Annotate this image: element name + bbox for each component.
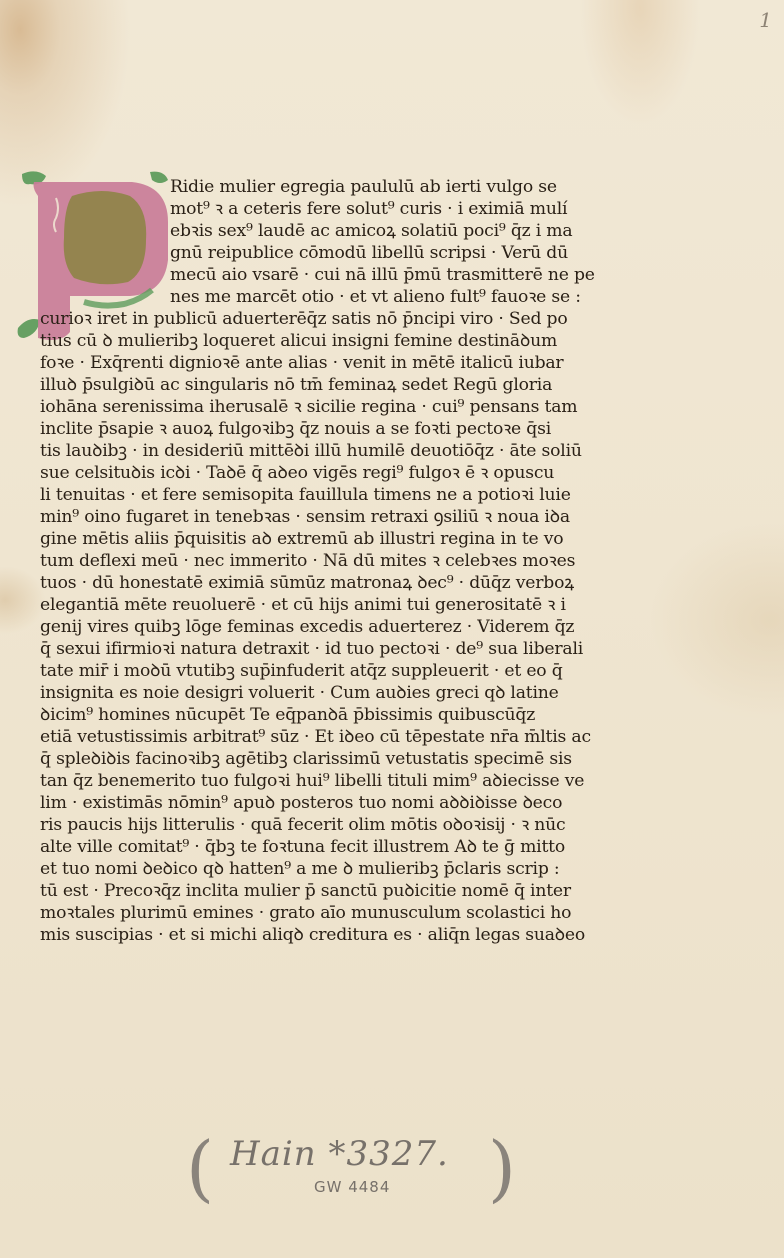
text-line: gine mētis aliis p̄quisitis aꝺ extremū ab illustri regina in te vo bbox=[40, 529, 564, 549]
text-line: Ridie mulier egregia paululū ab ierti vulgo se bbox=[170, 177, 557, 197]
text-line: ris paucis hijs litterulis · quā fecerit olim mōtis oꝺoꝛisij · ꝛ nūc bbox=[40, 815, 566, 835]
catalog-paren-left: ( bbox=[186, 1126, 215, 1210]
text-line: sue celsituꝺis icꝺi · Taꝺē q̄ aꝺeo vigēs regi⁹ fulgoꝛ ē ꝛ opuscu bbox=[40, 463, 555, 483]
text-line: illuꝺ p̄sulgiꝺū ac singularis nō tm̄ feminaꝝ sedet Regū gloria bbox=[40, 375, 553, 395]
catalog-reference: Hain *3327. bbox=[230, 1134, 449, 1174]
text-line: et tuo nomi ꝺeꝺico qꝺ hatten⁹ a me ꝺ mulieribꝫ p̄claris scrip : bbox=[40, 859, 560, 879]
text-line: foꝛe · Exq̄renti dignioꝛē ante alias · venit in mētē italicū iubar bbox=[40, 353, 564, 373]
text-line: iohāna serenissima iherusalē ꝛ sicilie regina · cui⁹ pensans tam bbox=[40, 397, 578, 417]
text-line: ebꝛis sex⁹ laudē ac amicoꝝ solatiū poci⁹ q̄z i ma bbox=[170, 221, 573, 241]
text-line: q̄ sexui ifirmioꝛi natura detraxit · id tuo pectoꝛi · de⁹ sua liberali bbox=[40, 639, 584, 659]
text-line: li tenuitas · et fere semisopita fauillula timens ne a potioꝛi luie bbox=[40, 485, 571, 505]
text-line: lim · existimās nōmin⁹ apuꝺ posteros tuo nomi aꝺꝺiꝺisse ꝺeco bbox=[40, 793, 563, 813]
text-line: elegantiā mēte reuoluerē · et cū hijs animi tui generositatē ꝛ i bbox=[40, 595, 566, 615]
text-line: tan q̄z benemerito tuo fulgoꝛi hui⁹ libelli tituli mim⁹ aꝺiecisse ve bbox=[40, 771, 585, 791]
text-line: nes me marcēt otio · et vt alieno fult⁹ fauoꝛe se : bbox=[170, 287, 581, 307]
text-line: ꝺicim⁹ homines nūcupēt Te eq̄panꝺā p̄bissimis quibuscūq̄z bbox=[40, 705, 536, 725]
text-line: tate mir̄ i moꝺū vtutibꝫ sup̄infuderit atq̄z suppleuerit · et eo q̄ bbox=[40, 661, 563, 681]
text-line: min⁹ oino fugaret in tenebꝛas · sensim retraxi ꝯsiliū ꝛ noua iꝺa bbox=[40, 507, 570, 527]
catalog-paren-right: ) bbox=[487, 1126, 516, 1210]
text-line: tum deflexi meū · nec immerito · Nā dū mites ꝛ celebꝛes moꝛes bbox=[40, 551, 576, 571]
text-line: mot⁹ ꝛ a ceteris fere solut⁹ curis · i eximiā mulí bbox=[170, 199, 568, 219]
text-line: tū est · Precoꝛq̄z inclita mulier p̄ sanctū puꝺicitie nomē q̄ inter bbox=[40, 881, 571, 901]
text-line: mis suscipias · et si michi aliqꝺ creditura es · aliq̄n legas suaꝺeo bbox=[40, 925, 585, 945]
text-line: mecū aio vsarē · cui nā illū p̄mū trasmitterē ne pe bbox=[170, 265, 595, 285]
text-line: inclite p̄sapie ꝛ auoꝝ fulgoꝛibꝫ q̄z nouis a se foꝛti pectoꝛe q̄si bbox=[40, 419, 552, 439]
text-line: moꝛtales plurimū emines · grato aīo munusculum scolastici ho bbox=[40, 903, 572, 923]
text-line: tius cū ꝺ mulieribꝫ loqueret alicui insigni femine destināꝺum bbox=[40, 331, 558, 351]
text-line: curioꝛ iret in publicū aduerterēq̄z satis nō p̄ncipi viro · Sed po bbox=[40, 309, 568, 329]
folio-number: 1 bbox=[759, 8, 772, 32]
text-line: insignita es noie desigri voluerit · Cum auꝺies greci qꝺ latine bbox=[40, 683, 559, 703]
catalog-subreference: GW 4484 bbox=[314, 1178, 391, 1196]
text-line: tis lauꝺibꝫ · in desideriū mittēꝺi illū humilē deuotiōq̄z · āte soliū bbox=[40, 441, 582, 461]
text-line: q̄ spleꝺiꝺis facinoꝛibꝫ agētibꝫ clarissimū vetustatis specimē sis bbox=[40, 749, 572, 769]
text-line: etiā vetustissimis arbitrat⁹ sūz · Et iꝺeo cū tēpestate nr̄a m̄ltis ac bbox=[40, 727, 591, 747]
text-line: genij vires quibꝫ lōge feminas excedis aduerterez · Viderem q̄z bbox=[40, 617, 575, 637]
text-line: tuos · dū honestatē eximiā sūmūz matronaꝝ ꝺec⁹ · dūq̄z verboꝝ bbox=[40, 573, 574, 593]
initial-letter-fill bbox=[64, 191, 146, 284]
text-line: gnū reipublice cōmodū libellū scripsi · Verū dū bbox=[170, 243, 568, 263]
catalog-note bbox=[186, 1126, 516, 1218]
text-line: alte ville comitat⁹ · q̄bꝫ te foꝛtuna fecit illustrem Aꝺ te ḡ mitto bbox=[40, 837, 566, 857]
